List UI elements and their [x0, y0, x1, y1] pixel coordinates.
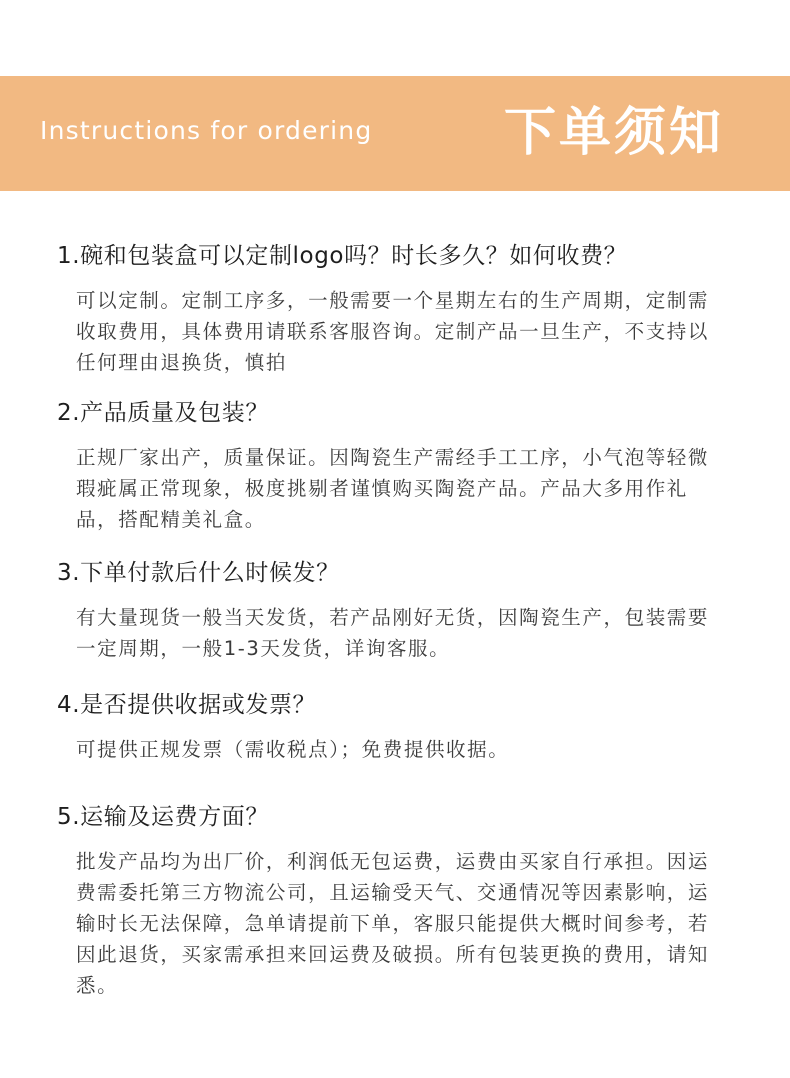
faq-question: 1.碗和包装盒可以定制logo吗？时长多久？如何收费？ — [57, 243, 628, 269]
faq-answer: 可以定制。定制工序多，一般需要一个星期左右的生产周期，定制需收取费用，具体费用请联系客服咨询。定制产品一旦生产，不支持以任何理由退换货，慎拍 — [76, 289, 710, 374]
banner-title-english: Instructions for ordering — [40, 116, 373, 145]
faq-answer: 批发产品均为出厂价，利润低无包运费，运费由买家自行承担。因运费需委托第三方物流公司，且运输受天气、交通情况等因素影响，运输时长无法保障，急单请提前下单，客服只能提供大概时间参考，若因此退货，买家需承担来回运费及破损。所有包装更换的费用，请知悉。 — [76, 850, 710, 997]
faq-answer: 有大量现货一般当天发货，若产品刚好无货，因陶瓷生产，包装需要一定周期，一般1-3天发货，详询客服。 — [76, 606, 710, 660]
banner-title-chinese: 下单须知 — [503, 103, 724, 163]
header-banner — [0, 76, 790, 191]
faq-question: 4.是否提供收据或发票？ — [57, 692, 317, 718]
faq-question: 2.产品质量及包装？ — [57, 400, 269, 426]
faq-question: 5.运输及运费方面？ — [57, 804, 269, 830]
faq-answer: 正规厂家出产，质量保证。因陶瓷生产需经手工工序，小气泡等轻微瑕疵属正常现象，极度挑剔者谨慎购买陶瓷产品。产品大多用作礼品，搭配精美礼盒。 — [76, 446, 710, 531]
faq-question: 3.下单付款后什么时候发？ — [57, 560, 340, 586]
faq-answer: 可提供正规发票（需收税点）；免费提供收据。 — [76, 738, 510, 761]
